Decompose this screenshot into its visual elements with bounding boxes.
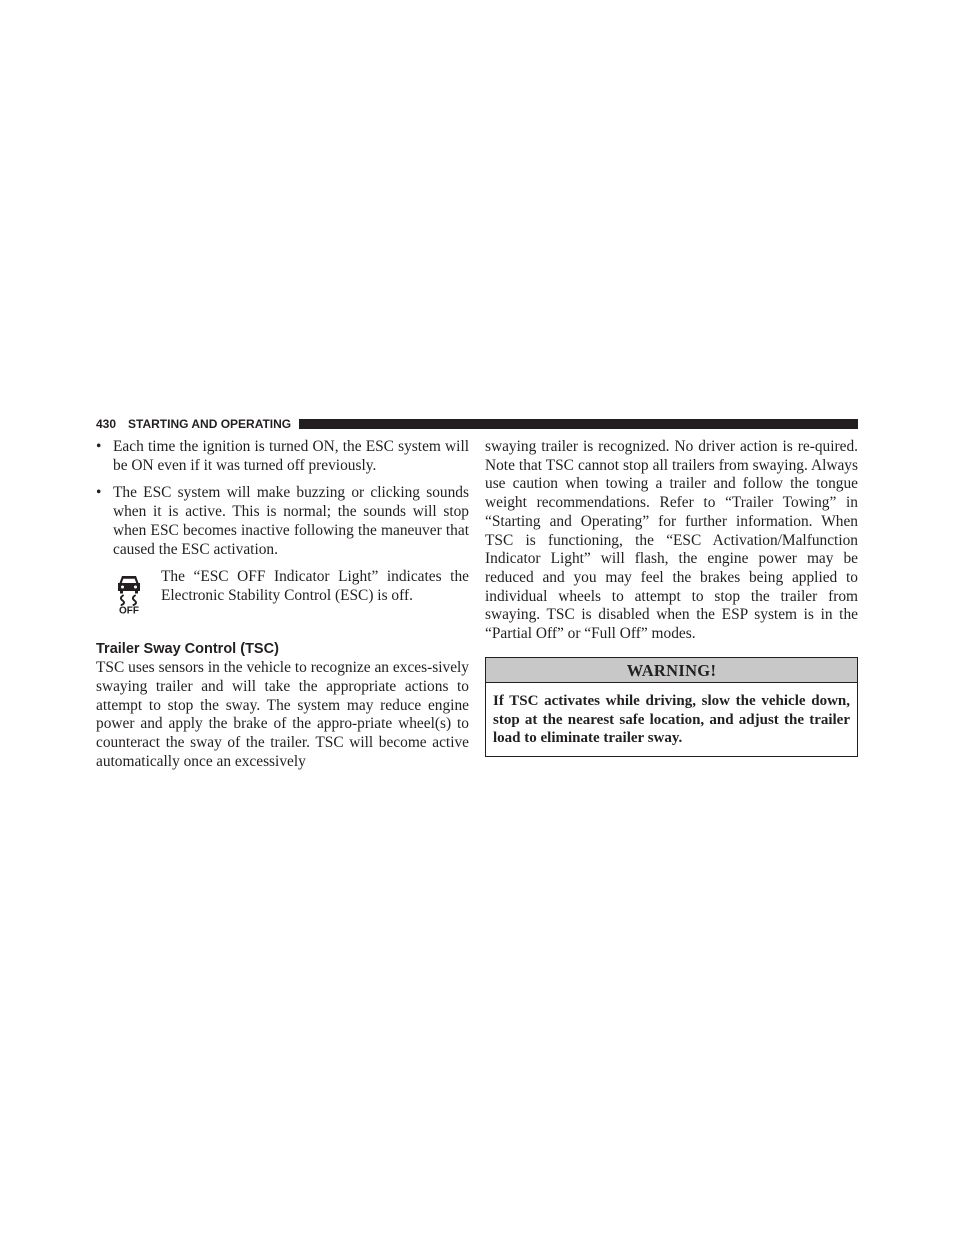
header-rule — [299, 419, 858, 429]
warning-box — [485, 657, 858, 757]
section-heading: Trailer Sway Control (TSC) — [96, 641, 279, 658]
esc-off-indicator — [96, 568, 469, 614]
bullet-item — [96, 484, 469, 559]
warning-text: If TSC activates while driving, slow the vehicle down, stop at the nearest safe location, and adjust the trailer load to eliminate trailer sway. — [493, 693, 850, 747]
page-number: 430 — [96, 417, 117, 431]
bullet-symbol: • — [96, 484, 102, 502]
bullet-item — [96, 438, 469, 475]
esc-off-icon — [96, 568, 161, 614]
bullet-symbol: • — [96, 438, 102, 455]
warning-title: WARNING! — [486, 658, 857, 683]
body-paragraph: swaying trailer is recognized. No driver action is re-quired. Note that TSC cannot stop all trailers from swaying. Always use caution when towing a trailer and follow the tongue weight recommendations. Refer to “Trailer Towing” in “Starting and Operating” for further information. When TSC is functioning, the “ESC Activation/Malfunction Indicator Light” will flash, the engine power may be reduced and you may feel the brakes being applied to individual wheels to attempt to stop the trailer from swaying. TSC is disabled when the ESP system is in the “Partial Off” or “Full Off” modes. — [485, 438, 858, 643]
indicator-description: The “ESC OFF Indicator Light” indicates the Electronic Stability Control (ESC) is off. — [161, 568, 469, 604]
right-column — [485, 438, 858, 644]
car-skid-icon — [118, 576, 140, 594]
body-paragraph: TSC uses sensors in the vehicle to recognize an exces-sively swaying trailer and will take the appropriate actions to attempt to stop the sway. The system may reduce engine power and apply the brake of the appro-priate wheel(s) to counteract the sway of the trailer. TSC will become active automatically once an excessively — [96, 659, 469, 770]
section-title: STARTING AND OPERATING — [128, 417, 292, 431]
left-column — [96, 438, 469, 771]
bullet-text: Each time the ignition is turned ON, the ESC system will be ON even if it was turned off previously. — [113, 438, 469, 474]
page-header — [96, 417, 858, 431]
bullet-text: The ESC system will make buzzing or clicking sounds when it is active. This is normal; the sounds will stop when ESC becomes inactive following the maneuver that caused the ESC activation. — [113, 484, 469, 558]
esc-off-icon-label: OFF — [118, 605, 139, 615]
